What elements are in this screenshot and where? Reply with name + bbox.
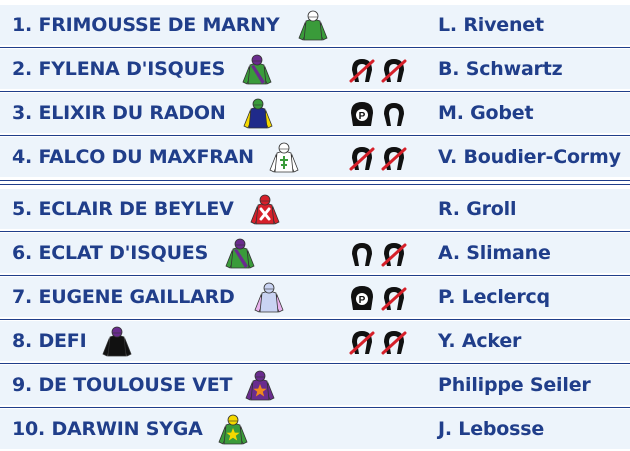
jockey-name: M. Gobet [438,102,534,124]
jockey-silk-icon [240,53,274,87]
runner-number-and-name: 7. EUGENE GAILLARD [12,286,235,308]
row-divider [0,91,630,92]
horseshoe-removed-icon [380,328,408,360]
jockey-silk-icon [248,193,282,227]
horseshoe-icon [348,240,376,272]
runner-number-and-name: 2. FYLENA D'ISQUES [12,58,226,80]
jockey-silk-icon [216,413,250,447]
jockey-name: J. Lebosse [438,418,545,440]
row-divider [0,135,630,136]
horseshoe-removed-icon [348,56,376,88]
runner-number-and-name: 1. FRIMOUSSE DE MARNY [12,14,280,36]
runner-row[interactable] [0,137,630,177]
jockey-name: V. Boudier-Cormy [438,146,621,168]
runner-row[interactable] [0,5,630,45]
row-divider [0,407,630,408]
runner-row[interactable] [0,49,630,89]
runner-number-and-name: 6. ECLAT D'ISQUES [12,242,209,264]
horseshoe-pad-icon [348,100,376,132]
horseshoe-removed-icon [348,328,376,360]
horseshoe-removed-icon [348,144,376,176]
jockey-name: B. Schwartz [438,58,563,80]
jockey-name: Philippe Seiler [438,374,591,396]
horseshoe-pad-icon [348,284,376,316]
row-divider [0,275,630,276]
jockey-name: Y. Acker [438,330,522,352]
shoeing-status [348,100,418,128]
jockey-silk-icon [252,281,286,315]
runner-row[interactable] [0,189,630,229]
runner-row[interactable] [0,93,630,133]
runner-row[interactable] [0,321,630,361]
jockey-silk-icon [241,97,275,131]
runner-number-and-name: 10. DARWIN SYGA [12,418,203,440]
shoeing-status [348,284,418,312]
runner-row[interactable] [0,365,630,405]
shoeing-status [348,240,418,268]
jockey-name: L. Rivenet [438,14,544,36]
jockey-name: P. Leclercq [438,286,550,308]
jockey-silk-icon [296,9,330,43]
jockey-name: R. Groll [438,198,517,220]
jockey-silk-icon [267,141,301,175]
runner-number-and-name: 5. ECLAIR DE BEYLEV [12,198,234,220]
horseshoe-removed-icon [380,144,408,176]
runner-number-and-name: 4. FALCO DU MAXFRAN [12,146,254,168]
horseshoe-removed-icon [380,56,408,88]
row-divider [0,363,630,364]
jockey-silk-icon [223,237,257,271]
svg-text:P: P [358,111,366,122]
runner-row[interactable] [0,277,630,317]
shoeing-status [348,56,418,84]
jockey-name: A. Slimane [438,242,551,264]
shoeing-status [348,328,418,356]
horseshoe-icon [380,100,408,132]
runner-row[interactable] [0,233,630,273]
runner-number-and-name: 9. DE TOULOUSE VET [12,374,233,396]
horseshoe-removed-icon [380,284,408,316]
runner-number-and-name: 3. ELIXIR DU RADON [12,102,226,124]
horseshoe-removed-icon [380,240,408,272]
row-divider [0,319,630,320]
runner-number-and-name: 8. DEFI [12,330,87,352]
shoeing-status [348,144,418,172]
group-divider [0,184,630,185]
runner-row[interactable] [0,409,630,449]
svg-text:P: P [358,295,366,306]
row-divider [0,231,630,232]
jockey-silk-icon [243,369,277,403]
row-divider [0,47,630,48]
group-divider [0,180,630,181]
jockey-silk-icon [100,325,134,359]
